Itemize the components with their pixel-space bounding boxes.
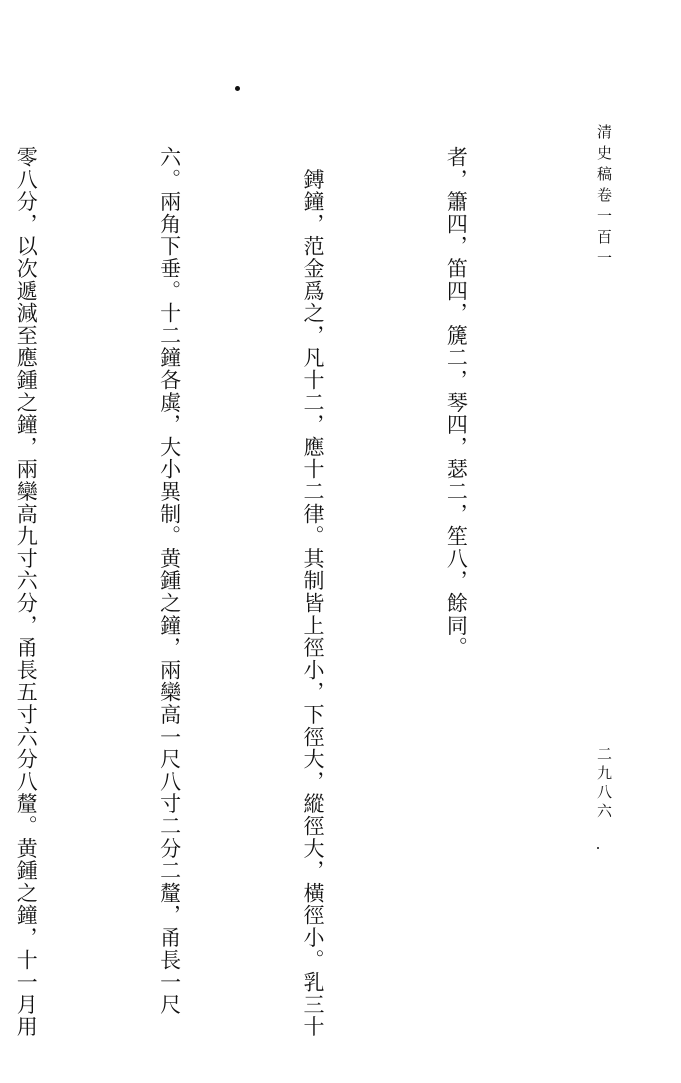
text-column: 零八分，以次遞減至應鍾之鐘，兩欒高九寸六分，甬長五寸六分八釐。黄鍾之鐘，十一月用 (14, 146, 39, 1038)
page-number: 二九八六 (595, 746, 613, 822)
print-speck (597, 847, 599, 849)
running-title: 清史稿卷一百一 (595, 124, 613, 271)
body-text (0, 146, 575, 1038)
text-column: 六。兩角下垂。十二鐘各虡，大小異制。黄鍾之鐘，兩欒高一尺八寸二分二釐，甬長一尺 (157, 146, 182, 1016)
text-column: 鎛鐘，范金爲之，凡十二，應十二律。其制皆上徑小，下徑大，縱徑大，橫徑小。乳三十 (301, 146, 326, 1038)
text-column: 者，簫四，笛四，篪二，琴四，瑟二，笙八，餘同。 (444, 146, 469, 659)
print-speck (235, 86, 240, 91)
